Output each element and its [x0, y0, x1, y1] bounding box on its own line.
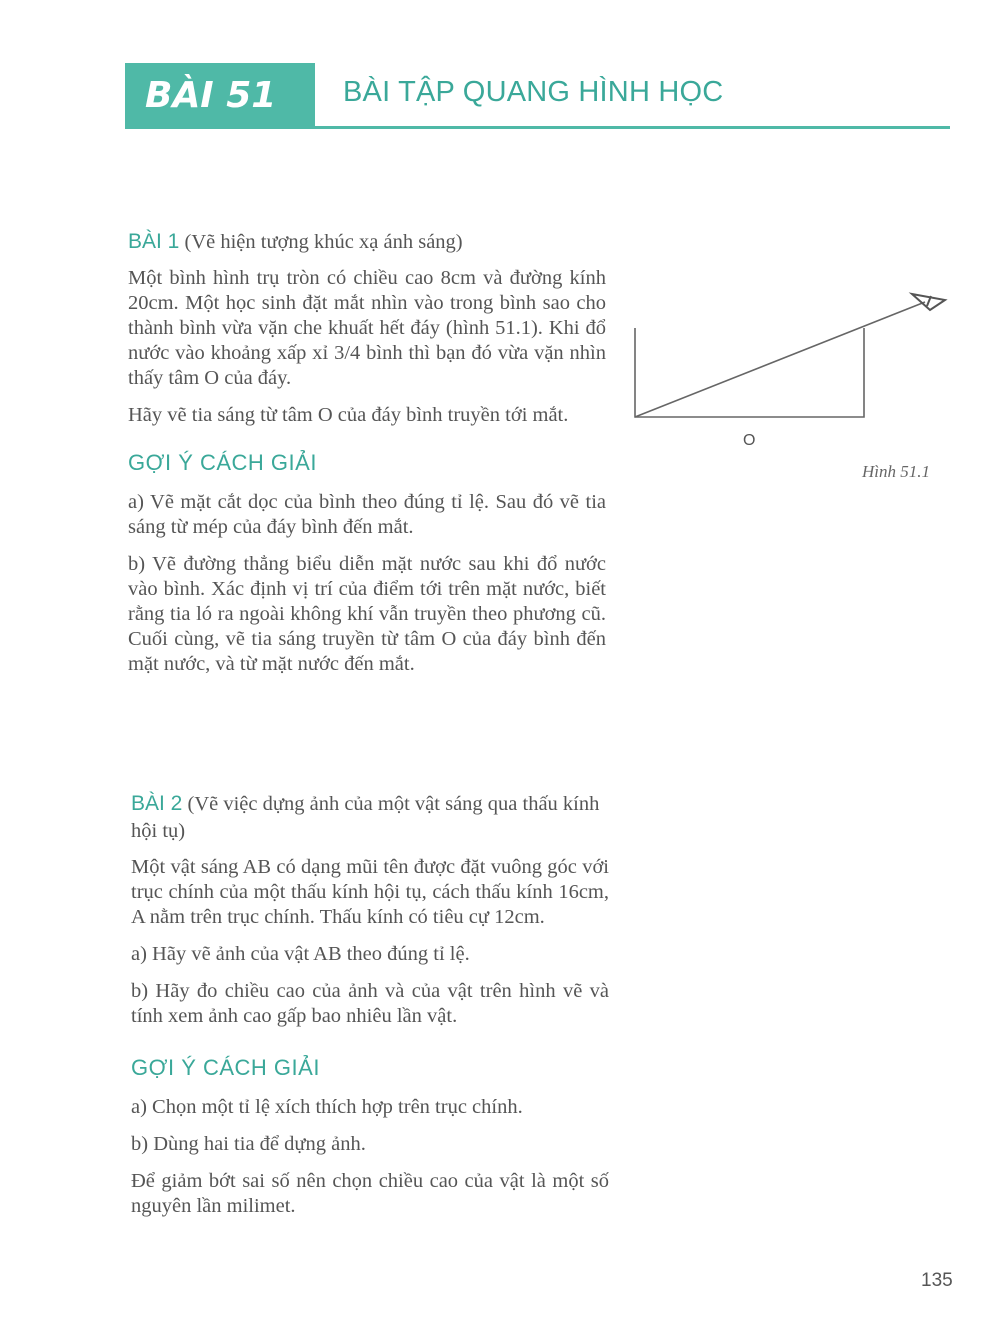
eye-icon	[912, 294, 945, 310]
exercise-1	[128, 228, 606, 689]
exercise-2-hint-a: a) Chọn một tỉ lệ xích thích hợp trên trục chính.	[131, 1096, 523, 1118]
page-number: 135	[921, 1270, 953, 1291]
exercise-2-hint-heading: GỢI Ý CÁCH GIẢI	[131, 1055, 320, 1080]
exercise-2-hint-note: Để giảm bớt sai số nên chọn chiều cao của vật là một số nguyên lần milimet.	[131, 1170, 609, 1217]
exercise-1-question: Hãy vẽ tia sáng từ tâm O của đáy bình truyền tới mắt.	[128, 404, 569, 426]
exercise-1-heading	[128, 228, 606, 256]
exercise-1-hint-a: a) Vẽ mặt cắt dọc của bình theo đúng tỉ lệ. Sau đó vẽ tia sáng từ mép của đáy bình đến mắt.	[128, 491, 606, 538]
lesson-number-badge: BÀI 51	[125, 63, 315, 129]
figure-51-1	[625, 280, 955, 460]
exercise-2-hint-b: b) Dùng hai tia để dựng ảnh.	[131, 1133, 366, 1155]
lesson-title: BÀI TẬP QUANG HÌNH HỌC	[343, 76, 724, 108]
exercise-2-heading	[131, 790, 609, 845]
exercise-2	[131, 790, 609, 1231]
exercise-1-hint-b: b) Vẽ đường thẳng biểu diễn mặt nước sau khi đổ nước vào bình. Xác định vị trí của điểm tới trên mặt nước, biết rằng tia ló ra ngoài không khí vẫn truyền theo phương cũ. Cuối cùng, vẽ tia sáng truyền từ tâm O của đáy bình đến mặt nước, và từ mặt nước đến mắt.	[128, 553, 606, 675]
exercise-2-task-a: a) Hãy vẽ ảnh của vật AB theo đúng tỉ lệ.	[131, 943, 470, 965]
center-label-o: O	[743, 432, 756, 449]
exercise-1-problem: Một bình hình trụ tròn có chiều cao 8cm và đường kính 20cm. Một học sinh đặt mắt nhìn vào trong bình sao cho thành bình vừa vặn che khuất hết đáy (hình 51.1). Khi đổ nước vào khoảng xấp xỉ 3/4 bình thì bạn đó vừa vặn nhìn thấy tâm O của đáy.	[128, 267, 606, 389]
exercise-2-task-b: b) Hãy đo chiều cao của ảnh và của vật trên hình vẽ và tính xem ảnh cao gấp bao nhiêu lần vật.	[131, 980, 609, 1027]
exercise-1-hint-heading: GỢI Ý CÁCH GIẢI	[128, 450, 317, 475]
exercise-2-problem: Một vật sáng AB có dạng mũi tên được đặt vuông góc với trục chính của một thấu kính hội tụ, cách thấu kính 16cm, A nằm trên trục chính. Thấu kính có tiêu cự 12cm.	[131, 856, 609, 928]
exercise-2-label: BÀI 2	[131, 792, 183, 815]
exercise-2-subtitle: (Vẽ việc dựng ảnh của một vật sáng qua thấu kính hội tụ)	[131, 793, 600, 842]
exercise-1-subtitle: (Vẽ hiện tượng khúc xạ ánh sáng)	[184, 231, 463, 253]
figure-caption: Hình 51.1	[862, 462, 930, 481]
line-of-sight	[635, 302, 925, 417]
exercise-1-label: BÀI 1	[128, 230, 180, 253]
header-rule	[315, 126, 950, 129]
